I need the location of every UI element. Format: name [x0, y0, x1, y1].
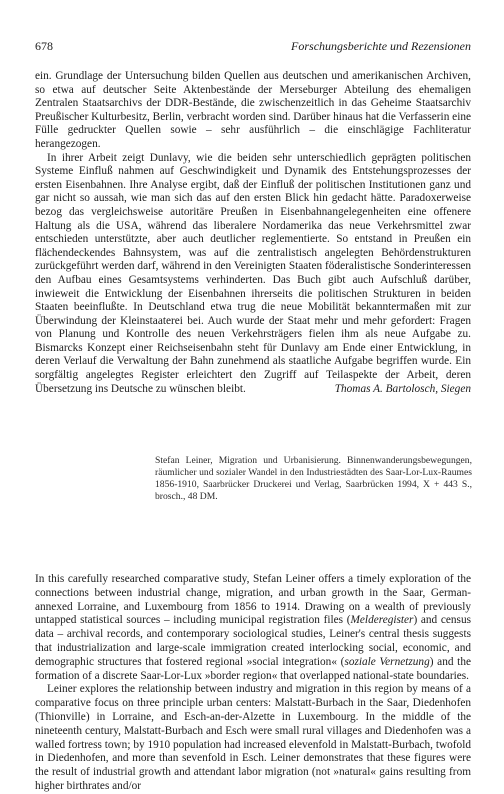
page-header	[35, 38, 471, 54]
bibliographic-entry	[155, 455, 472, 503]
bibliographic-entry-text: Stefan Leiner, Migration und Urbanisierung. Binnenwanderungsbewegungen, räumlicher und sozialer Wandel in den Industriestädten des Saar-Lor-Lux-Raumes 1856-1910, Saarbrücker Druckerei und Verlag, Saarbrücken 1994, X + 443 S., brosch., 48 DM.	[155, 455, 472, 503]
english-review-paragraph-1-part-b: ) and census data – archival records, and contemporary sociological studies, Leiner's central thesis suggests that industrialization and large-scale immigration created interlocking social, economic, and demographic structures that fostered regional »social integration« (	[35, 614, 471, 668]
term-melderegister: Melderegister	[350, 614, 414, 627]
term-soziale-vernetzung: soziale Vernetzung	[344, 655, 430, 668]
reviewer-signature: Thomas A. Bartolosch, Siegen	[334, 382, 471, 395]
english-review	[35, 573, 471, 794]
english-review-paragraph-2: Leiner explores the relationship between industry and migration in this region by means of a comparative focus on three principle urban centers: Malstatt-Burbach in the Saar, Diedenhofen (Thionville) in Lorraine, and Esch-an-der-Alzette in Luxembourg. In the middle of the nineteenth century, Malstatt-Burbach and Esch were small rural villages and Diedenhofen was a walled fortress town; by 1910 population had increased elevenfold in Malstatt-Burbach, twofold in Diedenhofen, and more than sevenfold in Esch. Leiner demonstrates that these figures were the result of industrial growth and attendant labor migration (not »natural« gains resulting from higher birthrates and/or	[35, 683, 471, 792]
english-review-paragraph-1-part-c: ) and the formation of a discrete Saar-Lor-Lux »border region« that overlapped national-state boundaries.	[35, 655, 471, 682]
running-title: Forschungsberichte und Rezensionen	[291, 39, 471, 53]
english-review-paragraph-1	[35, 573, 471, 683]
page-number: 678	[35, 39, 53, 53]
german-review	[35, 70, 471, 396]
english-review-paragraph-1-part-a: In this carefully researched comparative study, Stefan Leiner offers a timely exploration of the connections between industrial change, migration, and urban growth in the Saar, German-annexed Lorraine, and Luxembourg from 1856 to 1914. Drawing on a wealth of previously untapped statistical sources – including municipal registration files (	[35, 573, 471, 627]
german-review-paragraph-1: ein. Grundlage der Untersuchung bilden Quellen aus deutschen und amerikanischen Archiven, so etwa auf deutscher Seite Aktenbestände der Merseburger Abteilung des ehemaligen Zentralen Staatsarchivs der DDR-Bestände, die zwischenzeitlich in das Geheime Staatsarchiv Preußischer Kulturbesitz, Berlin, verbracht worden sind. Darüber hinaus hat die Verfasserin eine Fülle gedruckter Quellen sowie – sehr ausführlich – die einschlägige Fachliteratur herangezogen.	[35, 70, 471, 150]
german-review-paragraph-2	[35, 152, 471, 397]
german-review-paragraph-2-text: In ihrer Arbeit zeigt Dunlavy, wie die beiden sehr unterschiedlich geprägten politischen Systeme Einfluß nahmen auf Geschwindigkeit und Dynamik des Entstehungsprozesses der ersten Eisenbahnen. Ihre Analyse ergibt, daß der Einfluß der politischen Institutionen ganz und gar nicht so aussah, wie man sich das auf den ersten Blick hin gedacht hätte. Paradoxerweise bezog das vergleichsweise autoritäre Preußen in Eisenbahnangelegenheiten eine offenere Haltung als die USA, während das liberalere Nordamerika das neue Verkehrsmittel zwar entschieden unterstützte, aber auch deutlicher reglementierte. So entstand in Preußen ein flächendeckendes Bahnsystem, was auf die zentralistisch angelegten Behördenstrukturen zurückgeführt werden darf, während in den Vereinigten Staaten föderalistische Sonderinteressen den Aufbau eines Gesamtsystems verhinderten. Das Buch gibt auch Aufschluß darüber, inwieweit die Entwicklung der Eisenbahnen ihrerseits die politischen Strukturen in beiden Staaten beeinflußte. In Deutschland etwa trug die neue Mobilität bekanntermaßen mit zur Überwindung der Kleinstaaterei bei. Auch wurde der Staat mehr und mehr gefordert: Fragen von Planung und Kontrolle des neuen Verkehrsträgers fielen ihm als neue Aufgabe zu. Bismarcks Konzept einer Reichseisenbahn steht für Dunlavy am Ende einer Entwicklung, in deren Verlauf die Verwaltung der Bahn zunehmend als staatliche Aufgabe begriffen wurde. Ein sorgfältig angelegtes Register erleichtert den Zugriff auf Teilaspekte der Arbeit, deren Übersetzung ins Deutsche zu wünschen bleibt.	[35, 151, 471, 395]
